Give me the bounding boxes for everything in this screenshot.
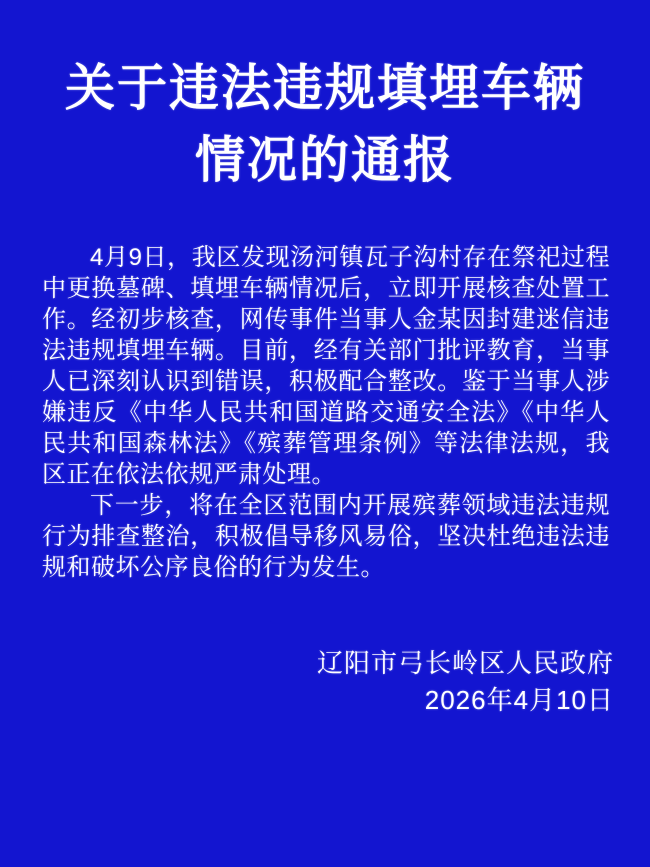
notice-signature-block (0, 645, 650, 719)
notice-title (0, 52, 650, 196)
notice-title-line1: 关于违法违规填埋车辆 (65, 60, 585, 116)
notice-date: 2026年4月10日 (424, 685, 614, 715)
notice-issuer: 辽阳市弓长岭区人民政府 (316, 648, 614, 678)
notice-paragraph-2: 下一步，将在全区范围内开展殡葬领域违法违规行为排查整治，积极倡导移风易俗，坚决杜绝违法违规和破坏公序良俗的行为发生。 (42, 492, 610, 581)
notice-title-line2: 情况的通报 (195, 132, 455, 188)
notice-paragraph-1: 4月9日，我区发现汤河镇瓦子沟村存在祭祀过程中更换墓碑、填埋车辆情况后，立即开展核查处置工作。经初步核查，网传事件当事人金某因封建迷信违法违规填埋车辆。目前，经有关部门批评教育，当事人已深刻认识到错误，积极配合整改。鉴于当事人涉嫌违反《中华人民共和国道路交通安全法》《中华人民共和国森林法》《殡葬管理条例》等法律法规，我区正在依法依规严肃处理。 (42, 244, 610, 488)
notice-body (0, 242, 650, 583)
